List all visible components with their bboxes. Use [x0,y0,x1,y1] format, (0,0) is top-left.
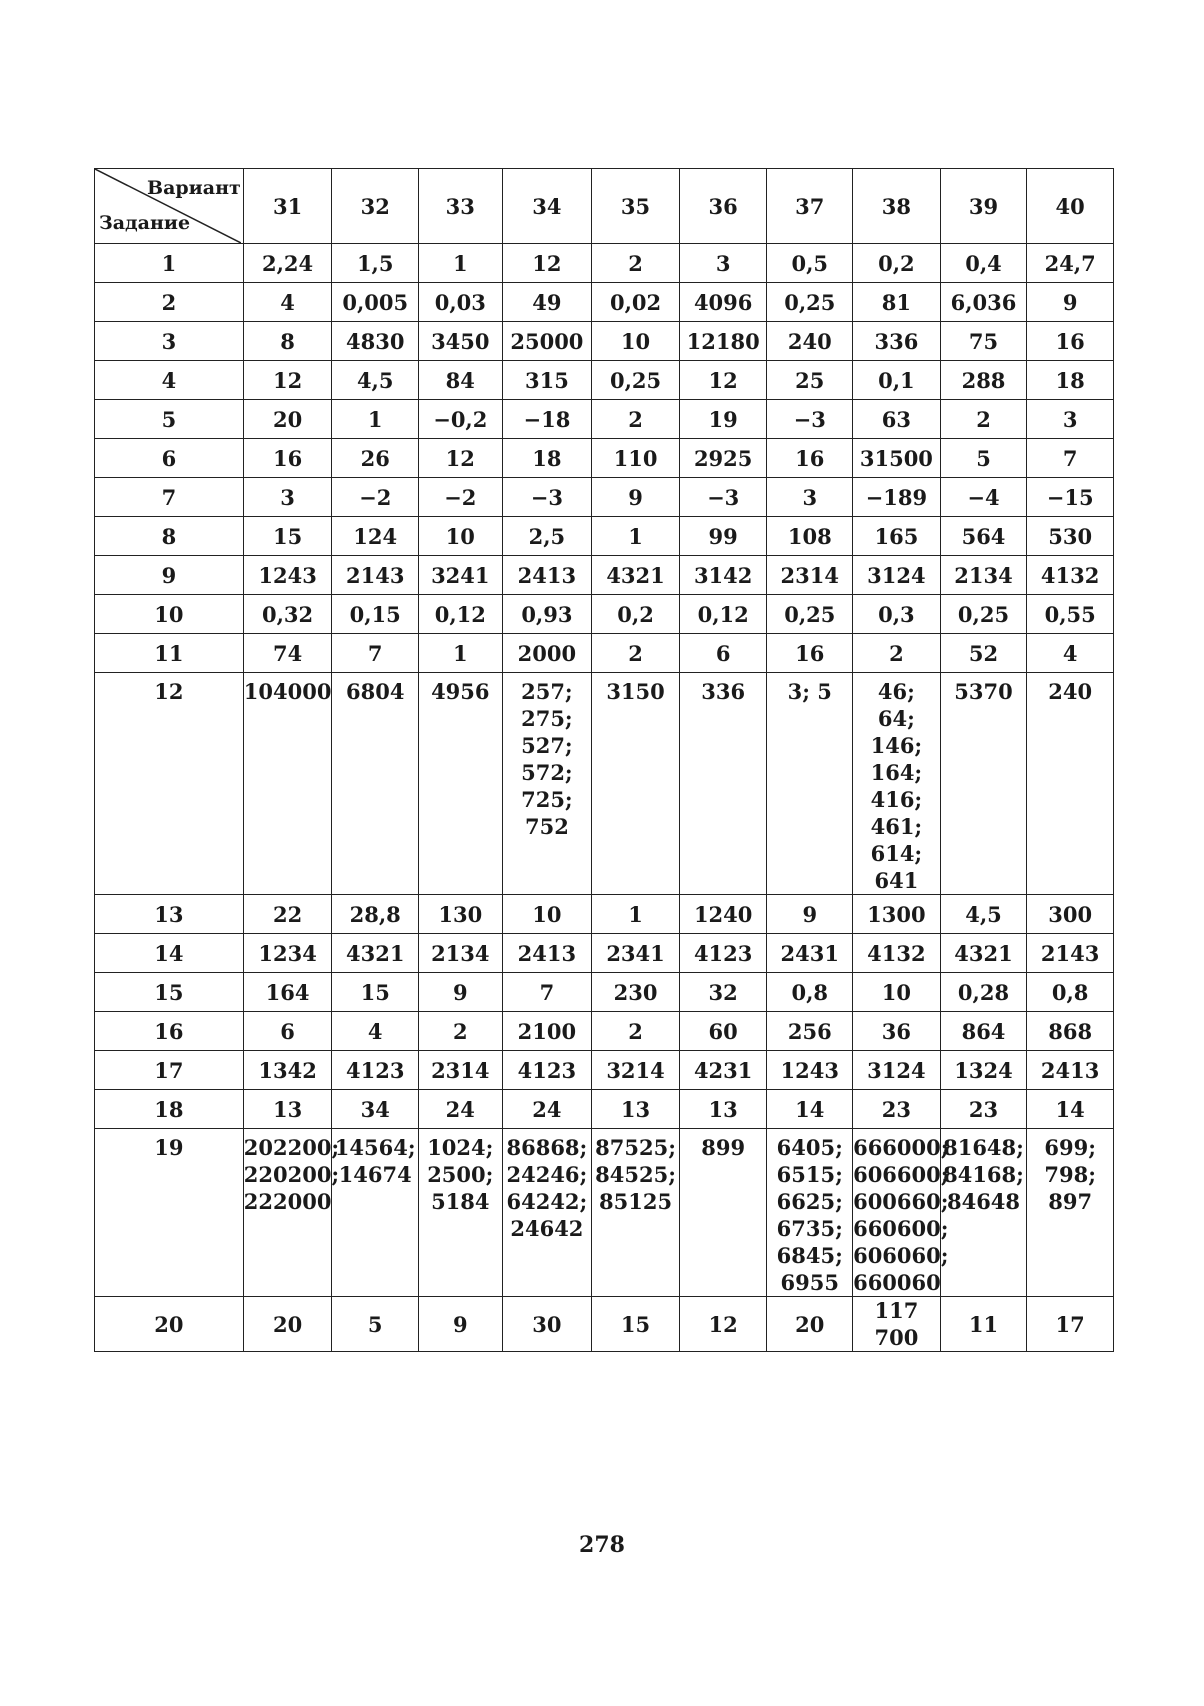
answer-cell: 6 [243,1012,332,1051]
table-row [95,973,1114,1012]
answer-cell: 14564; 14674 [332,1129,419,1297]
answer-cell: 49 [502,283,592,322]
answer-cell: 0,28 [940,973,1027,1012]
answer-cell: 0,25 [767,595,853,634]
answer-cell: 124 [332,517,419,556]
answer-cell: 1342 [243,1051,332,1090]
table-row [95,556,1114,595]
answer-cell: 24,7 [1027,244,1114,283]
answer-cell: 16 [767,634,853,673]
answer-cell: 1240 [679,895,767,934]
answer-cell: 10 [853,973,941,1012]
answer-cell: 36 [853,1012,941,1051]
answer-cell: 1 [419,634,503,673]
table-row [95,517,1114,556]
answer-cell: 117 700 [853,1297,941,1352]
task-number: 19 [95,1129,244,1297]
task-number: 13 [95,895,244,934]
answer-cell: 9 [419,973,503,1012]
answer-cell: 2143 [332,556,419,595]
answer-cell: 240 [1027,673,1114,895]
answer-cell: 288 [940,361,1027,400]
table-row [95,400,1114,439]
answer-cell: 13 [243,1090,332,1129]
table-row [95,1090,1114,1129]
answer-cell: 74 [243,634,332,673]
answer-cell: 46; 64; 146; 164; 416; 461; 614; 641 [853,673,941,895]
answer-cell: 12180 [679,322,767,361]
answer-cell: 7 [332,634,419,673]
answer-cell: 20 [767,1297,853,1352]
answer-cell: 10 [419,517,503,556]
answer-cell: 87525; 84525; 85125 [592,1129,680,1297]
answer-cell: 0,93 [502,595,592,634]
answer-cell: 3214 [592,1051,680,1090]
answer-cell: 22 [243,895,332,934]
answer-cell: 899 [679,1129,767,1297]
table-row [95,322,1114,361]
answer-cell: 2,24 [243,244,332,283]
answer-cell: 12 [502,244,592,283]
answer-cell: 868 [1027,1012,1114,1051]
task-number: 3 [95,322,244,361]
answer-cell: 20 [243,1297,332,1352]
answer-cell: 9 [767,895,853,934]
answer-cell: 315 [502,361,592,400]
table-row [95,595,1114,634]
answer-cell: 3450 [419,322,503,361]
answer-cell: 2413 [502,556,592,595]
answer-cell: 2 [592,634,680,673]
answer-cell: −2 [332,478,419,517]
variant-header: 39 [940,169,1027,244]
answer-cell: 2 [592,400,680,439]
answer-cell: 1 [592,517,680,556]
answer-cell: 23 [853,1090,941,1129]
table-row [95,1297,1114,1352]
answer-cell: 3 [243,478,332,517]
answer-cell: −189 [853,478,941,517]
table-row [95,634,1114,673]
answer-cell: 4956 [419,673,503,895]
answer-cell: 230 [592,973,680,1012]
answer-cell: 12 [419,439,503,478]
answer-cell: 2 [853,634,941,673]
variant-header: 36 [679,169,767,244]
answer-cell: 7 [502,973,592,1012]
answer-cell: 86868; 24246; 64242; 24642 [502,1129,592,1297]
answer-cell: 256 [767,1012,853,1051]
variant-header: 32 [332,169,419,244]
answer-cell: 30 [502,1297,592,1352]
answer-cell: 14 [767,1090,853,1129]
answer-cell: 108 [767,517,853,556]
answer-cell: 2 [940,400,1027,439]
answer-cell: 0,5 [767,244,853,283]
answer-cell: 25 [767,361,853,400]
variant-header: 31 [243,169,332,244]
answer-cell: 8 [243,322,332,361]
answer-cell: 81 [853,283,941,322]
answer-cell: 2341 [592,934,680,973]
answer-cell: 1324 [940,1051,1027,1090]
answer-cell: 240 [767,322,853,361]
answer-cell: 16 [243,439,332,478]
answer-cell: 52 [940,634,1027,673]
answer-cell: 1 [592,895,680,934]
answer-cell: 0,1 [853,361,941,400]
answer-cell: 18 [1027,361,1114,400]
answer-cell: 3124 [853,1051,941,1090]
answer-cell: 16 [1027,322,1114,361]
answer-cell: 23 [940,1090,1027,1129]
task-number: 5 [95,400,244,439]
answer-cell: 2413 [502,934,592,973]
table-row [95,895,1114,934]
answer-cell: 4830 [332,322,419,361]
answer-cell: 4 [1027,634,1114,673]
answer-cell: 2000 [502,634,592,673]
answer-cell: 10 [502,895,592,934]
answer-cell: 257; 275; 527; 572; 725; 752 [502,673,592,895]
answer-cell: 6804 [332,673,419,895]
task-number: 20 [95,1297,244,1352]
answer-cell: 4 [243,283,332,322]
answer-cell: −0,2 [419,400,503,439]
table-row [95,1129,1114,1297]
answer-cell: 2,5 [502,517,592,556]
answer-cell: 12 [679,1297,767,1352]
answer-cell: 6,036 [940,283,1027,322]
table-row [95,439,1114,478]
answer-cell: 0,8 [1027,973,1114,1012]
task-number: 14 [95,934,244,973]
answer-cell: 666000; 606600; 600660; 660600; 606060; 660060 [853,1129,941,1297]
answer-cell: 0,25 [940,595,1027,634]
answer-cell: 300 [1027,895,1114,934]
table-row [95,673,1114,895]
answer-cell: 0,005 [332,283,419,322]
answer-cell: 81648; 84168; 84648 [940,1129,1027,1297]
answer-cell: 1300 [853,895,941,934]
task-number: 17 [95,1051,244,1090]
answer-cell: 165 [853,517,941,556]
answer-cell: 2143 [1027,934,1114,973]
table-body [95,244,1114,1352]
answer-cell: 4321 [332,934,419,973]
table-row [95,244,1114,283]
answer-cell: −2 [419,478,503,517]
task-number: 6 [95,439,244,478]
variant-header: 37 [767,169,853,244]
answer-cell: 10 [592,322,680,361]
answer-cell: 0,15 [332,595,419,634]
answer-cell: −4 [940,478,1027,517]
table-row [95,1012,1114,1051]
answer-cell: 2314 [767,556,853,595]
variant-header: 34 [502,169,592,244]
answer-cell: 3124 [853,556,941,595]
answer-cell: 4096 [679,283,767,322]
task-number: 7 [95,478,244,517]
answer-cell: 1,5 [332,244,419,283]
answer-cell: 1243 [767,1051,853,1090]
answer-cell: 1 [419,244,503,283]
task-number: 8 [95,517,244,556]
answer-cell: 11 [940,1297,1027,1352]
task-number: 15 [95,973,244,1012]
answer-cell: 13 [679,1090,767,1129]
answer-cell: 60 [679,1012,767,1051]
task-number: 12 [95,673,244,895]
answer-cell: 75 [940,322,1027,361]
answer-cell: 3 [679,244,767,283]
header-row [95,169,1114,244]
answer-cell: 1024; 2500; 5184 [419,1129,503,1297]
task-number: 11 [95,634,244,673]
answer-cell: 3; 5 [767,673,853,895]
answer-cell: 15 [243,517,332,556]
answer-cell: 7 [1027,439,1114,478]
answer-cell: 4123 [679,934,767,973]
task-number: 4 [95,361,244,400]
answer-cell: 3 [767,478,853,517]
answer-cell: 24 [419,1090,503,1129]
answer-cell: 2925 [679,439,767,478]
answer-cell: 28,8 [332,895,419,934]
answer-cell: 6405; 6515; 6625; 6735; 6845; 6955 [767,1129,853,1297]
task-number: 2 [95,283,244,322]
answer-cell: 2 [592,1012,680,1051]
answer-cell: 1243 [243,556,332,595]
answer-cell: 0,02 [592,283,680,322]
answer-cell: 5370 [940,673,1027,895]
answer-cell: 19 [679,400,767,439]
table-row [95,361,1114,400]
answer-cell: 3241 [419,556,503,595]
answer-cell: 2 [592,244,680,283]
answer-cell: 0,12 [679,595,767,634]
variant-label: Вариант [147,177,241,199]
answer-cell: 164 [243,973,332,1012]
task-number: 1 [95,244,244,283]
answer-cell: 2100 [502,1012,592,1051]
table-row [95,478,1114,517]
answer-cell: 4321 [592,556,680,595]
answer-cell: 26 [332,439,419,478]
answer-cell: 564 [940,517,1027,556]
answer-cell: 16 [767,439,853,478]
answer-cell: 202200; 220200; 222000 [243,1129,332,1297]
answer-cell: 18 [502,439,592,478]
answer-cell: 12 [243,361,332,400]
answer-cell: 2 [419,1012,503,1051]
answer-cell: 9 [419,1297,503,1352]
answer-cell: 25000 [502,322,592,361]
answer-cell: 17 [1027,1297,1114,1352]
variant-header: 35 [592,169,680,244]
variant-header: 33 [419,169,503,244]
answer-cell: 13 [592,1090,680,1129]
answer-cell: 3 [1027,400,1114,439]
answer-cell: 32 [679,973,767,1012]
answer-cell: 0,25 [592,361,680,400]
answer-cell: 0,32 [243,595,332,634]
answer-cell: 4321 [940,934,1027,973]
answer-cell: 12 [679,361,767,400]
answer-cell: 4,5 [332,361,419,400]
answer-cell: 84 [419,361,503,400]
answer-cell: 3150 [592,673,680,895]
variant-header: 38 [853,169,941,244]
task-number: 16 [95,1012,244,1051]
task-label: Задание [99,212,191,234]
answer-cell: 24 [502,1090,592,1129]
answer-cell: 864 [940,1012,1027,1051]
answer-cell: 4,5 [940,895,1027,934]
answer-cell: 0,3 [853,595,941,634]
answer-cell: 4132 [853,934,941,973]
page-number: 278 [579,1532,625,1558]
answer-cell: 15 [332,973,419,1012]
answer-cell: 1234 [243,934,332,973]
answer-cell: 104000 [243,673,332,895]
table-row [95,1051,1114,1090]
answer-cell: 9 [1027,283,1114,322]
answer-cell: 336 [679,673,767,895]
answer-cell: 20 [243,400,332,439]
answer-cell: 0,2 [853,244,941,283]
answer-cell: 0,4 [940,244,1027,283]
answer-cell: 0,55 [1027,595,1114,634]
answer-cell: 4231 [679,1051,767,1090]
answer-cell: 0,2 [592,595,680,634]
corner-header-cell [95,169,244,244]
answer-cell: 5 [940,439,1027,478]
task-number: 10 [95,595,244,634]
answer-cell: 2314 [419,1051,503,1090]
answer-cell: 4123 [332,1051,419,1090]
answer-cell: 15 [592,1297,680,1352]
answer-cell: 2413 [1027,1051,1114,1090]
answer-cell: 0,12 [419,595,503,634]
answer-cell: 336 [853,322,941,361]
answer-cell: −18 [502,400,592,439]
answer-cell: 34 [332,1090,419,1129]
answer-cell: −3 [679,478,767,517]
answer-cell: 4 [332,1012,419,1051]
answer-cell: 99 [679,517,767,556]
task-number: 18 [95,1090,244,1129]
table-row [95,283,1114,322]
answer-cell: 2431 [767,934,853,973]
answer-cell: 31500 [853,439,941,478]
answer-cell: 4132 [1027,556,1114,595]
answer-cell: 14 [1027,1090,1114,1129]
answer-cell: 3142 [679,556,767,595]
answer-cell: 2134 [419,934,503,973]
task-number: 9 [95,556,244,595]
answer-cell: 9 [592,478,680,517]
answer-cell: 0,03 [419,283,503,322]
variant-header: 40 [1027,169,1114,244]
answer-cell: −3 [502,478,592,517]
answer-cell: 0,8 [767,973,853,1012]
answer-cell: 6 [679,634,767,673]
answer-cell: −15 [1027,478,1114,517]
answer-cell: 5 [332,1297,419,1352]
answer-cell: 2134 [940,556,1027,595]
answers-table [94,168,1114,1352]
answer-cell: 63 [853,400,941,439]
answer-cell: 130 [419,895,503,934]
corner-diagonal [95,169,243,243]
answer-cell: −3 [767,400,853,439]
table-row [95,934,1114,973]
answer-cell: 4123 [502,1051,592,1090]
answer-cell: 0,25 [767,283,853,322]
answer-cell: 1 [332,400,419,439]
answer-cell: 110 [592,439,680,478]
answer-cell: 530 [1027,517,1114,556]
answer-cell: 699; 798; 897 [1027,1129,1114,1297]
